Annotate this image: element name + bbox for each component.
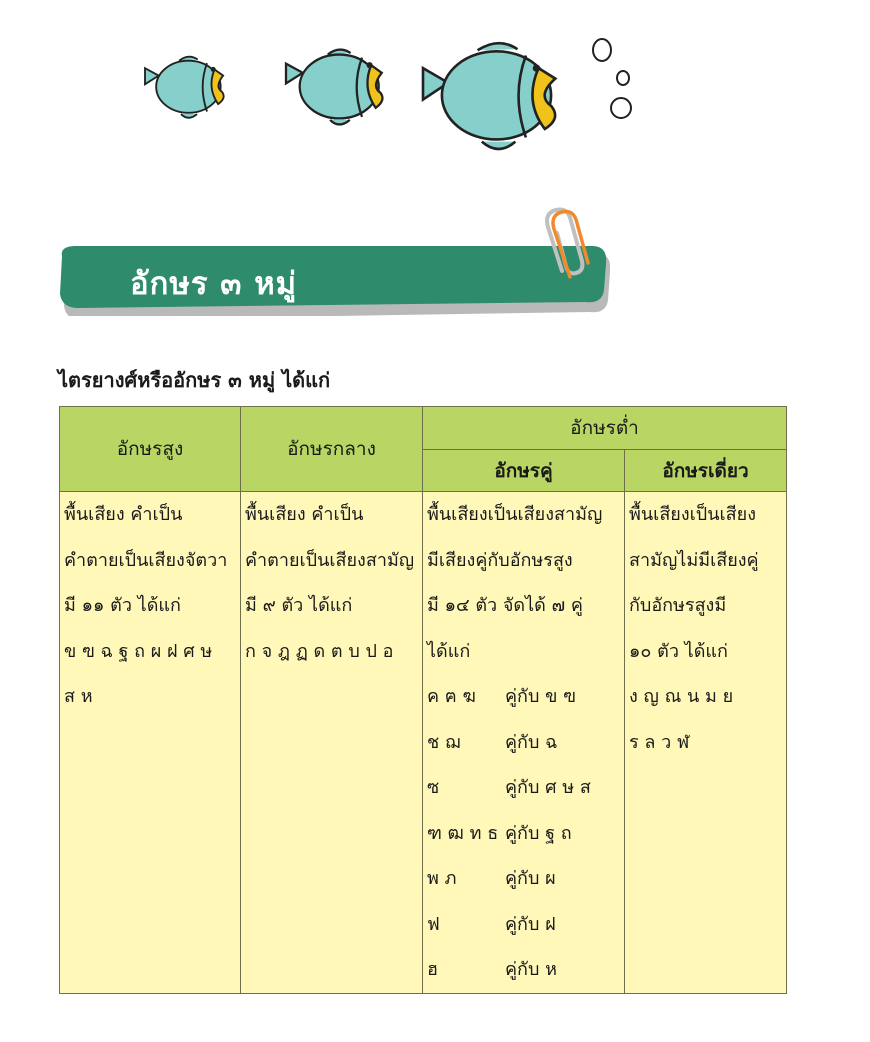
fish-illustration: [0, 0, 870, 190]
pair-counterpart: คู่กับ ฉ: [505, 731, 558, 753]
pair-counterpart: คู่กับ ข ฃ: [505, 686, 576, 707]
cell-line: พื้นเสียงเป็นเสียงสามัญ: [427, 504, 603, 525]
pair-row: [423, 674, 624, 720]
pair-row: [423, 765, 624, 811]
cell-line: ๑๐ ตัว ได้แก่: [629, 640, 728, 662]
pair-row: [423, 720, 624, 766]
pair-letters: ช ฌ: [427, 731, 461, 753]
cell-line: พื้นเสียง คำเป็น: [64, 504, 183, 525]
cell-line: กับอักษรสูงมี: [629, 595, 727, 616]
header-low-single: อักษรเดี่ยว: [625, 450, 787, 492]
section-banner: [58, 244, 610, 316]
mid-class-cell: [241, 492, 423, 994]
pair-letters: ซ: [427, 777, 440, 798]
header-low-paired: อักษรคู่: [423, 450, 625, 492]
cell-line: มี ๙ ตัว ได้แก่: [245, 595, 353, 616]
cell-line: มีเสียงคู่กับอักษรสูง: [427, 549, 573, 571]
high-class-cell: [60, 492, 241, 994]
low-paired-cell: [423, 492, 625, 994]
cell-line: มี ๑๔ ตัว จัดได้ ๗ คู่: [427, 595, 583, 616]
cell-line: ง ญ ณ น ม ย: [629, 686, 734, 707]
pair-row: [423, 902, 624, 948]
paperclip-icon: [540, 205, 590, 283]
pair-letters: พ ภ: [427, 868, 457, 889]
intro-heading: ไตรยางศ์หรืออักษร ๓ หมู่ ได้แก่: [58, 368, 331, 392]
pair-row: [423, 856, 624, 902]
medium-fish-icon: [286, 50, 382, 125]
pair-counterpart: คู่กับ ห: [505, 959, 557, 980]
header-low-class: อักษรต่ำ: [423, 407, 787, 450]
cell-line: คำตายเป็นเสียงจัตวา: [64, 549, 228, 571]
pair-letters: ค ฅ ฆ: [427, 686, 476, 707]
cell-line: คำตายเป็นเสียงสามัญ: [245, 549, 415, 571]
cell-line: ก จ ฎ ฏ ด ต บ ป อ: [245, 640, 394, 662]
pair-letters: ฑ ฒ ท ธ: [427, 822, 499, 844]
pair-letters: ฮ: [427, 959, 438, 980]
pair-counterpart: คู่กับ ศ ษ ส: [505, 777, 591, 798]
cell-line: ร ล ว ฬ: [629, 731, 690, 753]
cell-line: มี ๑๑ ตัว ได้แก่: [64, 595, 181, 616]
cell-line: สามัญไม่มีเสียงคู่: [629, 549, 759, 571]
pair-row: [423, 947, 624, 993]
cell-line: ข ฃ ฉ ฐ ถ ผ ฝ ศ ษ: [64, 640, 213, 662]
section-title: อักษร ๓ หมู่: [130, 266, 298, 302]
consonant-classes-table: [59, 406, 787, 994]
bubbles-icon: [593, 39, 631, 118]
pair-letters: ฟ: [427, 913, 440, 935]
pair-counterpart: คู่กับ ฐ ถ: [505, 822, 572, 844]
header-mid-class: อักษรกลาง: [241, 407, 423, 492]
cell-line: พื้นเสียง คำเป็น: [245, 504, 364, 525]
low-single-cell: [625, 492, 787, 994]
pair-counterpart: คู่กับ ผ: [505, 868, 556, 889]
cell-line: ส ห: [64, 686, 93, 707]
cell-line: ได้แก่: [427, 640, 471, 662]
cell-line: พื้นเสียงเป็นเสียง: [629, 504, 757, 525]
large-fish-icon: [423, 43, 555, 149]
header-high-class: อักษรสูง: [60, 407, 241, 492]
small-fish-icon: [145, 57, 224, 118]
pair-row: [423, 811, 624, 857]
pair-counterpart: คู่กับ ฝ: [505, 913, 556, 935]
